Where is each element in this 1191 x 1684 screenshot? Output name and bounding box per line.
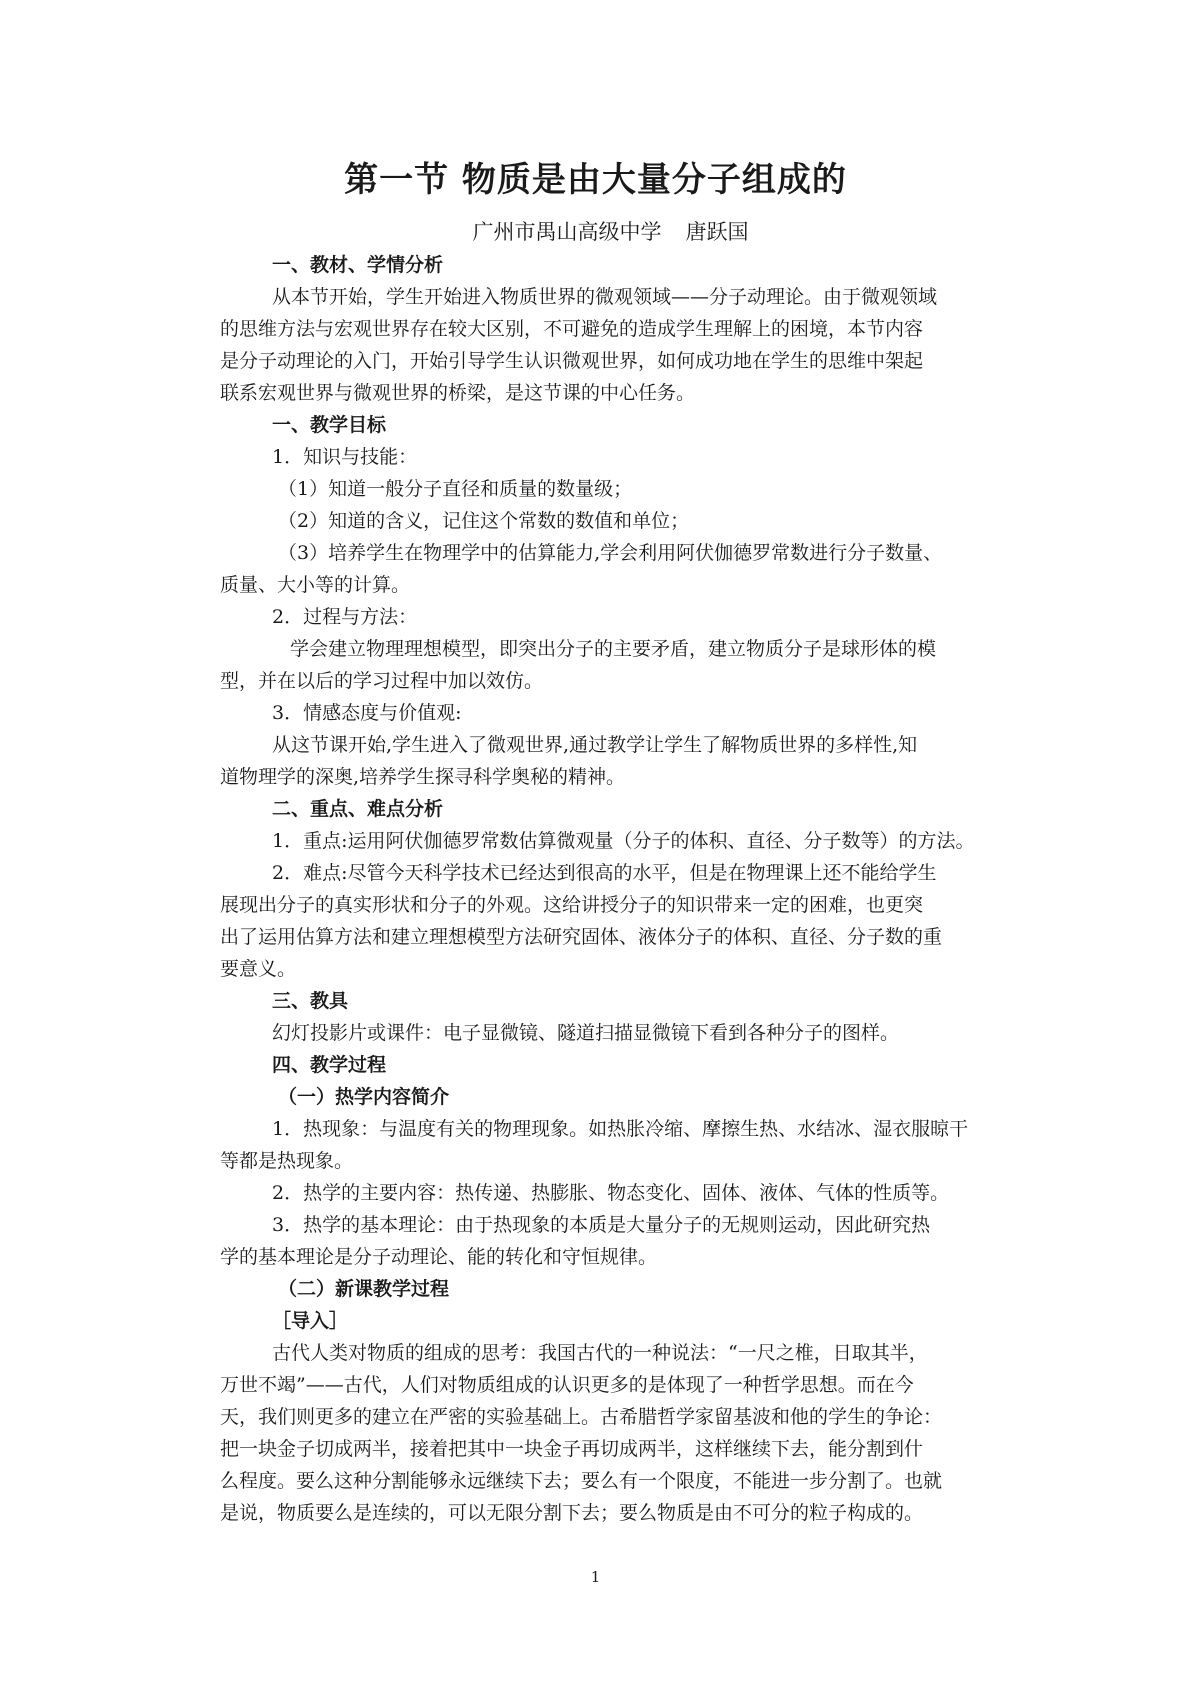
- paragraph-line: 从这节课开始,学生进入了微观世界,通过教学让学生了解物质世界的多样性,知: [272, 734, 918, 756]
- paragraph-line: 是说，物质要么是连续的，可以无限分割下去；要么物质是由不可分的粒子构成的。: [220, 1502, 924, 1524]
- section-heading: 三、教具: [272, 990, 349, 1012]
- paragraph-line: 是分子动理论的入门，开始引导学生认识微观世界，如何成功地在学生的思维中架起: [220, 350, 924, 372]
- paragraph-line: 联系宏观世界与微观世界的桥梁，是这节课的中心任务。: [220, 382, 696, 404]
- paragraph-line: 把一块金子切成两半，接着把其中一块金子再切成两半，这样继续下去，能分割到什: [220, 1438, 924, 1460]
- paragraph-line: 万世不竭”——古代，人们对物质组成的认识更多的是体现了一种哲学思想。而在今: [220, 1374, 914, 1396]
- paragraph-line: 道物理学的深奥,培养学生探寻科学奥秘的精神。: [220, 766, 626, 788]
- paragraph-line: 从本节开始，学生开始进入物质世界的微观领域——分子动理论。由于微观领域: [272, 286, 938, 308]
- section-heading: 一、教材、学情分析: [272, 254, 444, 276]
- paragraph-line: 1．重点:运用阿伏伽德罗常数估算微观量（分子的体积、直径、分子数等）的方法。: [272, 830, 975, 852]
- paragraph-line: 古代人类对物质的组成的思考：我国古代的一种说法：“一尺之椎，日取其半，: [272, 1342, 928, 1364]
- paragraph-line: 出了运用估算方法和建立理想模型方法研究固体、液体分子的体积、直径、分子数的重: [220, 926, 943, 948]
- paragraph-line: 幻灯投影片或课件：电子显微镜、隧道扫描显微镜下看到各种分子的图样。: [272, 1022, 900, 1044]
- section-heading: 四、教学过程: [272, 1054, 387, 1076]
- paragraph-line: 天，我们则更多的建立在严密的实验基础上。古希腊哲学家留基波和他的学生的争论：: [220, 1406, 943, 1428]
- subsection-heading: （一）热学内容简介: [278, 1086, 450, 1108]
- paragraph-line: 等都是热现象。: [220, 1150, 354, 1172]
- paragraph-line: 学会建立物理理想模型，即突出分子的主要矛盾，建立物质分子是球形体的模: [290, 638, 937, 660]
- section-heading: 二、重点、难点分析: [272, 798, 444, 820]
- paragraph-line: 3．情感态度与价值观:: [272, 702, 462, 724]
- paragraph-line: 展现出分子的真实形状和分子的外观。这给讲授分子的知识带来一定的困难，也更突: [220, 894, 924, 916]
- paragraph-line: （3）培养学生在物理学中的估算能力,学会利用阿伏伽德罗常数进行分子数量、: [278, 542, 943, 564]
- paragraph-line: （2）知道的含义，记住这个常数的数值和单位；: [278, 510, 690, 532]
- author-line: [0, 218, 1191, 246]
- section-heading: 一、教学目标: [272, 414, 387, 436]
- page-number: 1: [590, 1568, 601, 1586]
- paragraph-line: 2．难点:尽管今天科学技术已经达到很高的水平，但是在物理课上还不能给学生: [272, 862, 937, 884]
- school-name: 广州市禺山高级中学: [472, 220, 662, 244]
- paragraph-line: 型，并在以后的学习过程中加以效仿。: [220, 670, 544, 692]
- paragraph-line: 学的基本理论是分子动理论、能的转化和守恒规律。: [220, 1246, 658, 1268]
- author-name: 唐跃国: [685, 220, 749, 244]
- paragraph-line: 要意义。: [220, 958, 297, 980]
- subsection-heading: （二）新课教学过程: [278, 1278, 450, 1300]
- paragraph-line: 质量、大小等的计算。: [220, 574, 411, 596]
- paragraph-line: 2．热学的主要内容：热传递、热膨胀、物态变化、固体、液体、气体的性质等。: [272, 1182, 950, 1204]
- paragraph-line: 1．知识与技能：: [272, 446, 418, 468]
- paragraph-line: 1．热现象：与温度有关的物理现象。如热胀冷缩、摩擦生热、水结冰、湿衣服晾干: [272, 1118, 969, 1140]
- paragraph-line: 么程度。要么这种分割能够永远继续下去；要么有一个限度，不能进一步分割了。也就: [220, 1470, 943, 1492]
- paragraph-line: 3．热学的基本理论：由于热现象的本质是大量分子的无规则运动，因此研究热: [272, 1214, 931, 1236]
- paragraph-line: （1）知道一般分子直径和质量的数量级；: [278, 478, 633, 500]
- paragraph-line: 2．过程与方法：: [272, 606, 418, 628]
- paragraph-line: 的思维方法与宏观世界存在较大区别，不可避免的造成学生理解上的困境，本节内容: [220, 318, 924, 340]
- subsection-label: ［导入］: [272, 1310, 349, 1332]
- page-title: 第一节 物质是由大量分子组成的: [344, 160, 847, 200]
